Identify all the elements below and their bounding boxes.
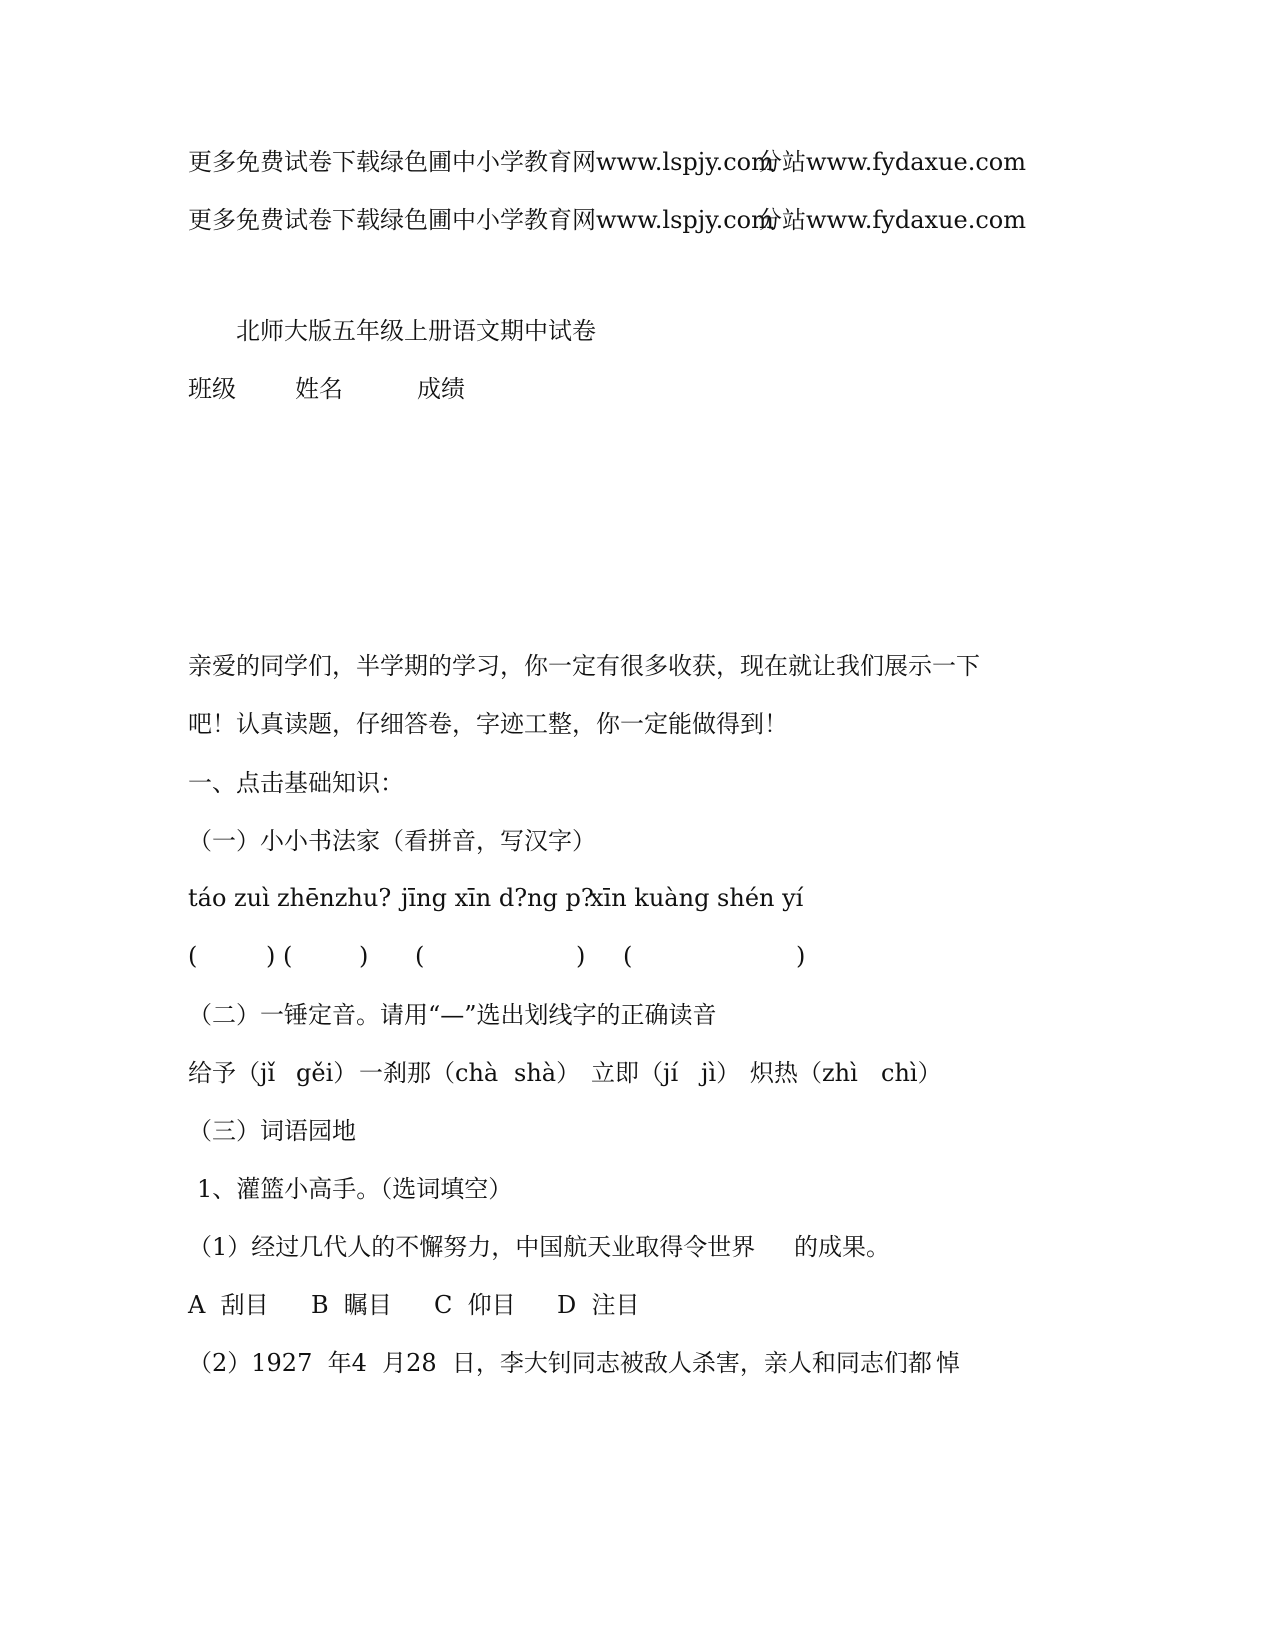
option-c: C 仰目 bbox=[434, 1291, 516, 1319]
class-label: 班级 bbox=[188, 375, 236, 403]
header-substation-text: 分站www.fydaxue.com bbox=[758, 206, 1026, 234]
blank-close: ) bbox=[796, 942, 806, 970]
student-info-row bbox=[188, 374, 1088, 404]
answer-blanks-row bbox=[188, 941, 1088, 971]
intro-line-2: 吧！认真读题，仔细答卷，字迹工整，你一定能做得到！ bbox=[188, 710, 788, 738]
header-line-1 bbox=[188, 147, 1088, 177]
pronunciation-word: 给予（jǐ bbox=[188, 1059, 276, 1087]
blank-open: ( bbox=[623, 942, 633, 970]
question-1-text: （1）经过几代人的不懈努力，中国航天业取得令世界 bbox=[188, 1233, 756, 1261]
pinyin-item: táo zuì bbox=[188, 884, 270, 912]
question-1 bbox=[188, 1232, 1088, 1262]
section-1-heading: 一、点击基础知识： bbox=[188, 769, 404, 797]
score-label: 成绩 bbox=[417, 375, 465, 403]
header-substation-text: 分站www.fydaxue.com bbox=[758, 148, 1026, 176]
blank-close: ) bbox=[359, 942, 369, 970]
question-2-text: （2）1927 年4 月28 日，李大钊同志被敌人杀害，亲人和同志们都 bbox=[188, 1349, 932, 1377]
pronunciation-word: 立即（jí bbox=[591, 1059, 679, 1087]
question-1-end: 的成果。 bbox=[794, 1233, 890, 1261]
part-2-heading: （二）一锤定音。请用“—”选出划线字的正确读音 bbox=[188, 1001, 717, 1029]
pinyin-item: jīng xīn d?ng p? bbox=[401, 884, 594, 912]
pronunciation-word: 炽热（zhì bbox=[750, 1059, 858, 1087]
sub-section-1-heading: 1、灌篮小高手。（选词填空） bbox=[197, 1175, 513, 1203]
name-label: 姓名 bbox=[295, 375, 343, 403]
pronunciation-alt: jì） bbox=[701, 1059, 741, 1087]
question-1-options bbox=[188, 1290, 1088, 1320]
intro-line-1: 亲爱的同学们，半学期的学习，你一定有很多收获，现在就让我们展示一下 bbox=[188, 652, 980, 680]
option-b: B 瞩目 bbox=[311, 1291, 392, 1319]
blank-close-open: ) ( bbox=[266, 942, 293, 970]
pinyin-item: zhēnzhu? bbox=[277, 884, 392, 912]
pinyin-item: xīn kuàng shén yí bbox=[590, 884, 804, 912]
option-a: A 刮目 bbox=[188, 1291, 269, 1319]
pinyin-row bbox=[188, 883, 1088, 913]
part-1-heading: （一）小小书法家（看拼音，写汉字） bbox=[188, 827, 596, 855]
page-title: 北师大版五年级上册语文期中试卷 bbox=[236, 317, 596, 345]
question-2-end: 悼 bbox=[936, 1349, 960, 1377]
pronunciation-row bbox=[188, 1058, 1088, 1088]
pronunciation-word: 一刹那（chà bbox=[359, 1059, 499, 1087]
header-site-text: 更多免费试卷下载绿色圃中小学教育网www.lspjy.com bbox=[188, 148, 774, 176]
header-line-2 bbox=[188, 205, 1088, 235]
blank-close: ) bbox=[576, 942, 586, 970]
option-d: D 注目 bbox=[557, 1291, 640, 1319]
pronunciation-alt: chì） bbox=[881, 1059, 942, 1087]
blank-open: ( bbox=[415, 942, 425, 970]
question-2 bbox=[188, 1348, 1088, 1378]
header-site-text: 更多免费试卷下载绿色圃中小学教育网www.lspjy.com bbox=[188, 206, 774, 234]
blank-open: ( bbox=[188, 942, 198, 970]
part-3-heading: （三）词语园地 bbox=[188, 1117, 356, 1145]
pronunciation-alt: gěi） bbox=[296, 1059, 358, 1087]
pronunciation-alt: shà） bbox=[514, 1059, 581, 1087]
